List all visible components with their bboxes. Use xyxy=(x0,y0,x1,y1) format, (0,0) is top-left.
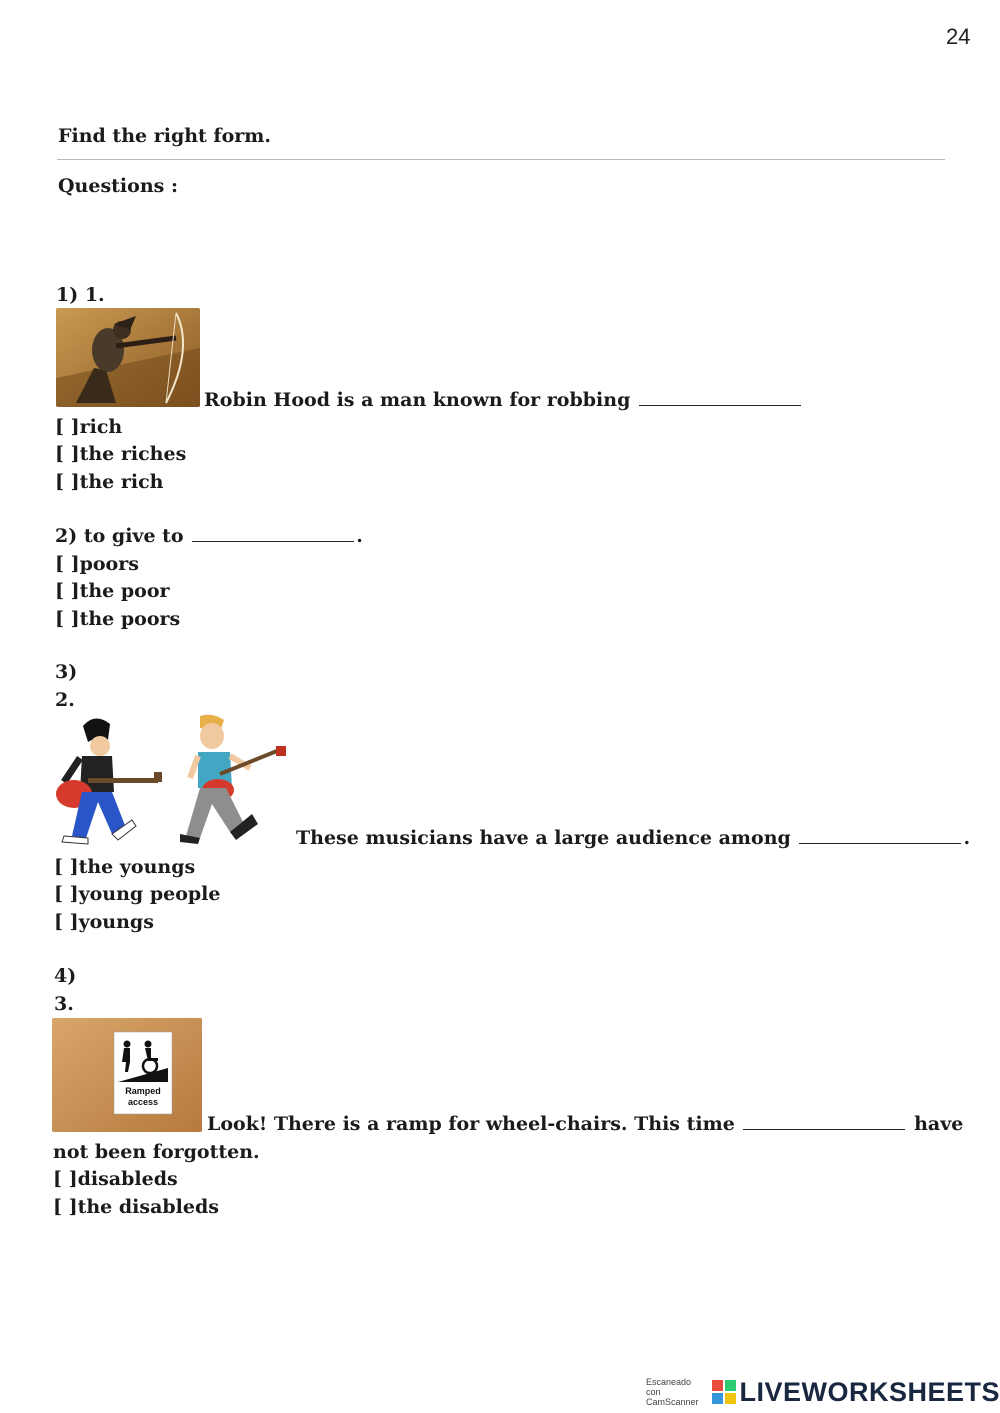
question-2-text: to give to xyxy=(83,525,184,547)
page-number: 24 xyxy=(946,24,971,49)
answer-blank-4[interactable] xyxy=(743,1128,905,1130)
archer-statue-icon xyxy=(56,308,200,407)
question-3-sentence xyxy=(296,826,970,850)
footer xyxy=(646,1376,1000,1408)
question-1-number: 1) 1. xyxy=(56,284,105,306)
question-3-end: . xyxy=(963,827,971,849)
question-2-number: 2) xyxy=(55,525,78,547)
question-3-subnumber: 2. xyxy=(55,689,75,711)
option-q3-a[interactable]: [ ]the youngs xyxy=(54,856,196,878)
question-1-text: Robin Hood is a man known for robbing xyxy=(204,389,631,411)
question-4-continuation: have xyxy=(914,1113,964,1135)
musicians-image xyxy=(50,712,290,850)
questions-heading: Questions : xyxy=(58,175,178,197)
question-1-sentence xyxy=(204,388,803,412)
ramp-sign-image xyxy=(52,1018,202,1132)
option-q4-a[interactable]: [ ]disableds xyxy=(53,1168,178,1190)
sign-text-line1: Ramped xyxy=(125,1086,161,1096)
liveworksheets-brand[interactable]: LIVEWORKSHEETS xyxy=(739,1376,1000,1407)
scanner-watermark: Escaneado con CamScanner xyxy=(646,1377,699,1407)
wheelchair-sign-icon xyxy=(52,1018,202,1132)
option-q2-a[interactable]: [ ]poors xyxy=(55,553,139,575)
option-q1-a[interactable]: [ ]rich xyxy=(55,416,123,438)
answer-blank-1[interactable] xyxy=(639,404,801,406)
question-3-text: These musicians have a large audience among xyxy=(296,827,791,849)
question-4-line2: not been forgotten. xyxy=(53,1141,260,1163)
answer-blank-3[interactable] xyxy=(799,842,961,844)
question-3-number: 3) xyxy=(55,661,78,683)
question-4-subnumber: 3. xyxy=(54,993,74,1015)
answer-blank-2[interactable] xyxy=(192,540,354,542)
option-q1-b[interactable]: [ ]the riches xyxy=(55,443,187,465)
guitarists-icon xyxy=(50,712,290,850)
option-q3-c[interactable]: [ ]youngs xyxy=(54,911,154,933)
question-2-end: . xyxy=(356,525,363,547)
question-4-sentence xyxy=(207,1112,963,1136)
option-q1-c[interactable]: [ ]the rich xyxy=(55,471,164,493)
question-4-text: Look! There is a ramp for wheel-chairs. This time xyxy=(207,1113,735,1135)
question-2-sentence xyxy=(55,524,363,548)
instruction-heading: Find the right form. xyxy=(58,125,272,147)
robin-hood-image xyxy=(56,308,200,407)
option-q2-c[interactable]: [ ]the poors xyxy=(55,608,181,630)
divider xyxy=(57,159,945,160)
option-q3-b[interactable]: [ ]young people xyxy=(54,883,221,905)
liveworksheets-logo-icon xyxy=(711,1379,737,1405)
question-4-number: 4) xyxy=(54,965,77,987)
option-q2-b[interactable]: [ ]the poor xyxy=(55,580,170,602)
sign-text-line2: access xyxy=(127,1097,159,1107)
option-q4-b[interactable]: [ ]the disableds xyxy=(53,1196,219,1218)
